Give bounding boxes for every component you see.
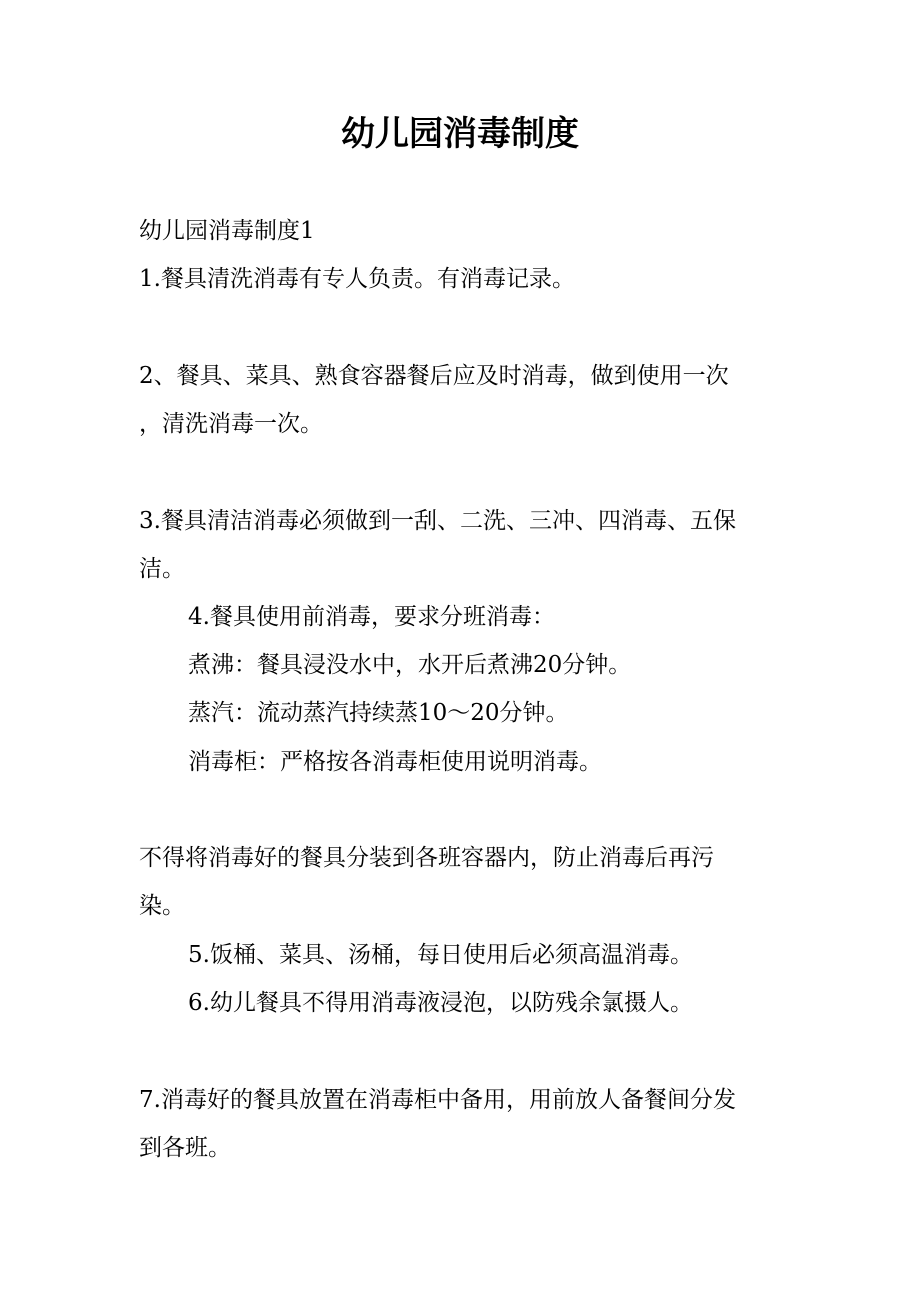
rule-item-4-steam: 蒸汽：流动蒸汽持续蒸10～20分钟。 [188,700,569,726]
rule-item-3-line-1: 3.餐具清洁消毒必须做到一刮、二洗、三冲、四消毒、五保 [139,508,736,534]
rule-item-6: 6.幼儿餐具不得用消毒液浸泡，以防残余氯摄人。 [188,990,693,1016]
rule-item-2-line-2: ，清洗消毒一次。 [139,411,323,437]
rule-item-4-boil: 煮沸：餐具浸没水中，水开后煮沸20分钟。 [188,652,632,678]
rule-item-4: 4.餐具使用前消毒，要求分班消毒： [188,604,555,630]
document-title: 幼儿园消毒制度 [341,114,579,154]
section-subtitle: 幼儿园消毒制度1 [139,218,315,244]
rule-item-7-line-1: 7.消毒好的餐具放置在消毒柜中备用，用前放人备餐间分发 [139,1087,736,1113]
rule-item-1: 1.餐具清洗消毒有专人负责。有消毒记录。 [139,266,575,292]
rule-item-4-cabinet: 消毒柜：严格按各消毒柜使用说明消毒。 [188,749,602,775]
rule-item-5: 5.饭桶、菜具、汤桶，每日使用后必须高温消毒。 [188,942,693,968]
rule-item-2-line-1: 2、餐具、菜具、熟食容器餐后应及时消毒，做到使用一次 [139,363,729,389]
rule-item-7-line-2: 到各班。 [139,1135,231,1161]
note-line-1: 不得将消毒好的餐具分装到各班容器内，防止消毒后再污 [139,845,714,871]
note-line-2: 染。 [139,893,185,919]
rule-item-3-line-2: 洁。 [139,556,185,582]
